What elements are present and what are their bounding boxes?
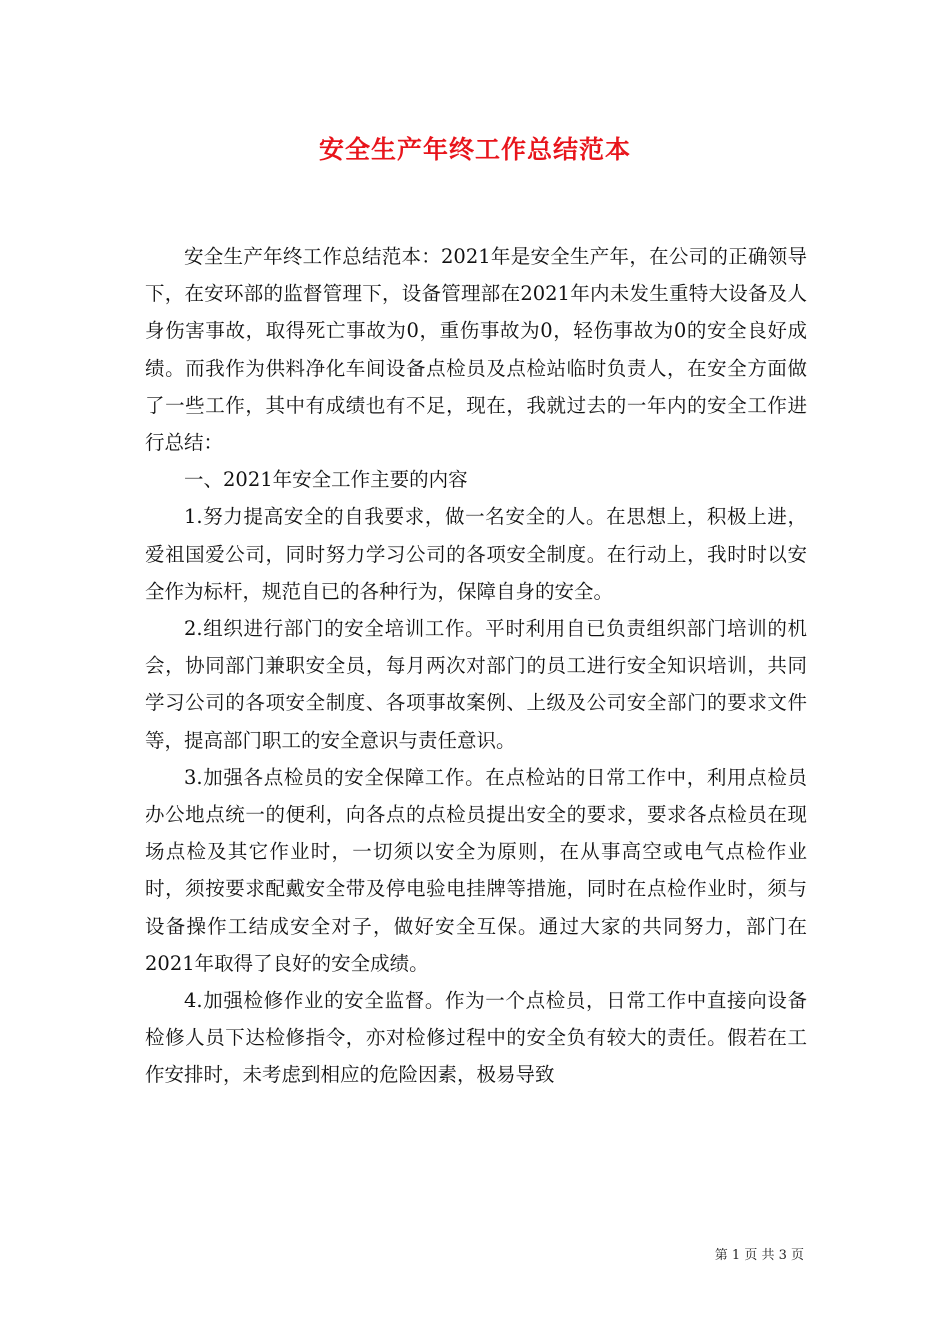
page-number: 第 1 页 共 3 页: [714, 1248, 804, 1263]
paragraph-intro: 安全生产年终工作总结范本：2021年是安全生产年，在公司的正确领导下，在安环部的监督管理下，设备管理部在2021年内未发生重特大设备及人身伤害事故，取得死亡事故为0，重伤事故为0，轻伤事故为0的安全良好成绩。而我作为供料净化车间设备点检员及点检站临时负责人，在安全方面做了一些工作，其中有成绩也有不足，现在，我就过去的一年内的安全工作进行总结：: [145, 245, 807, 455]
paragraph-item-2: 2.组织进行部门的安全培训工作。平时利用自已负责组织部门培训的机会，协同部门兼职安全员，每月两次对部门的员工进行安全知识培训，共同学习公司的各项安全制度、各项事故案例、上级及公司安全部门的要求文件等，提高部门职工的安全意识与责任意识。: [145, 617, 807, 752]
document-title: 安全生产年终工作总结范本: [318, 135, 631, 164]
paragraph-item-4: 4.加强检修作业的安全监督。作为一个点检员，日常工作中直接向设备检修人员下达检修指令，亦对检修过程中的安全负有较大的责任。假若在工作安排时，未考虑到相应的危险因素，极易导致: [145, 989, 807, 1087]
document-body: [145, 238, 807, 1094]
paragraph-item-1: 1.努力提高安全的自我要求，做一名安全的人。在思想上，积极上进，爱祖国爱公司，同时努力学习公司的各项安全制度。在行动上，我时时以安全作为标杆，规范自已的各种行为，保障自身的安全。: [145, 505, 807, 603]
section-heading: 一、2021年安全工作主要的内容: [184, 468, 468, 492]
paragraph-item-3: 3.加强各点检员的安全保障工作。在点检站的日常工作中，利用点检员办公地点统一的便利，向各点的点检员提出安全的要求，要求各点检员在现场点检及其它作业时，一切须以安全为原则，在从事高空或电气点检作业时，须按要求配戴安全带及停电验电挂牌等措施，同时在点检作业时，须与设备操作工结成安全对子，做好安全互保。通过大家的共同努力，部门在2021年取得了良好的安全成绩。: [145, 765, 807, 975]
